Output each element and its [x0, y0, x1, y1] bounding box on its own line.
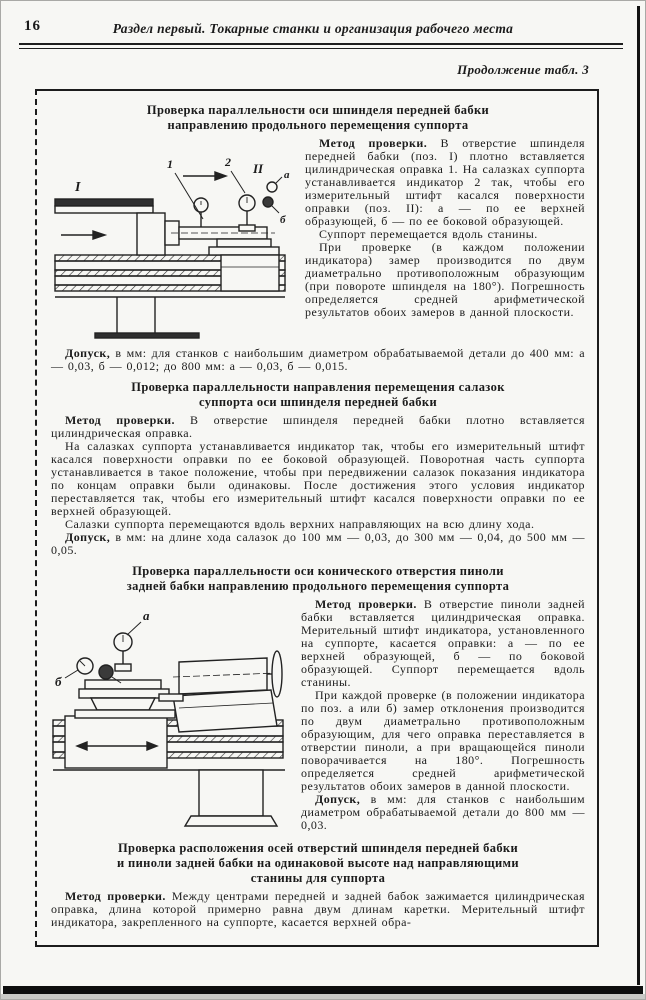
section-4-title: Проверка расположения осей отверстий шпинделя передней бабки и пиноли задней бабки на одинаковой высоте над направляющими станины для суппорта: [117, 841, 519, 885]
figure1-label-1: 1: [167, 157, 173, 171]
figure1-label-pos-I: I: [75, 180, 81, 195]
figure1-label-2: 2: [225, 155, 231, 169]
figure1-label-a: а: [284, 169, 290, 181]
lathe-headstock-diagram: [51, 149, 295, 345]
table-frame: [35, 89, 599, 947]
header-rule: [19, 43, 623, 49]
figure-tailstock-quill-check: [51, 604, 291, 834]
paragraph: Метод проверки. В отверстие шпинделя передней бабки (поз. I) плотно вставляется цилиндрическая оправка 1. На салазках суппорта устанавливается индикатор 2 так, чтобы его измерительный штифт касался поверхности оправки (поз. II): а — по ее верхней образующей, б — по ее боковой образующей.: [305, 136, 586, 228]
tolerance-note: Допуск, в мм: для станков с наибольшим диаметром обрабатываемой детали до 800 мм — 0,03.: [301, 792, 585, 832]
section-3-title: Проверка параллельности оси конического отверстия пиноли задней бабки направлению продольного перемещения суппорта: [126, 564, 510, 593]
section-1-title: Проверка параллельности оси шпинделя передней бабки направлению продольного перемещения суппорта: [146, 103, 490, 132]
figure1-label-b: б: [280, 214, 286, 226]
figure2-label-a: а: [143, 608, 150, 623]
paragraph: Метод проверки. В отверстие пиноли задней бабки вставляется цилиндрическая оправка. Мерительный штифт индикатора, установленного на суппорте, касается оправки: а — по ее верхней образующей, б — по боковой образующей. Суппорт перемещается вдоль станины.: [301, 597, 585, 689]
section-2-title: Проверка параллельности направления перемещения салазок суппорта оси шпинделя передней бабки: [131, 380, 505, 409]
page-number: 16: [24, 18, 41, 34]
tolerance-note: Допуск, в мм: для станков с наибольшим диаметром обрабатываемой детали до 400 мм: а — 0,03, б — 0,012; до 800 мм: а — 0,03, б — 0,015.: [51, 346, 585, 373]
paragraph: Метод проверки. Между центрами передней и задней бабок зажимается цилиндрическая оправка, длина которой примерно равна двум длинам каретки. Мерительный штифт индикатора, закрепленного на суппорте, касается верхней обра-: [51, 889, 586, 929]
lathe-tailstock-diagram: [51, 604, 291, 834]
running-title: Раздел первый. Токарные станки и организация рабочего места: [112, 21, 514, 36]
table-continuation-caption: Продолжение табл. 3: [457, 62, 589, 77]
figure2-label-b: б: [55, 674, 62, 689]
paragraph: На салазках суппорта устанавливается индикатор так, чтобы его измерительный штифт касался поверхности оправки по ее боковой образующей. Поворотная часть суппорта устанавливается в такое положение, чтобы при передвижении салазок показания индикатора по концам оправки были одинаковы. После достижения этого условия индикатор переставляется так, чтобы его измерительный штифт касался поверхности оправки по ее верхней образующей.: [51, 439, 585, 518]
scan-edge-bottom: [3, 986, 643, 994]
scan-edge-right: [637, 6, 640, 985]
paragraph: Суппорт перемещается вдоль станины.: [319, 227, 538, 241]
figure-headstock-spindle-check: [51, 149, 295, 345]
tolerance-note: Допуск, в мм: на длине хода салазок до 100 мм — 0,03, до 300 мм — 0,04, до 500 мм — 0,05.: [51, 530, 585, 557]
section-3-body: [51, 598, 585, 834]
scan-edge-grey: [1, 994, 645, 999]
paragraph: При проверке (в каждом положении индикатора) замер производится по двум диаметрально противоположным образующим (при повороте шпинделя на 180°). Погрешность определяется средней арифметической результатов обоих замеров в данной плоскости.: [305, 240, 585, 319]
section-1-body: [51, 137, 585, 347]
figure1-label-pos-II: II: [253, 161, 264, 176]
paragraph: Салазки суппорта перемещаются вдоль верхних направляющих на всю длину хода.: [65, 517, 535, 531]
paragraph: При каждой проверке (в положении индикатора по поз. а или б) замер отклонения производится по двум диаметрально противоположным образующим, для чего оправка переставляется в отверстии пиноли, а при вращающейся пиноли поворачивается на 180°. Погрешность определяется средней арифметической результатов обоих замеров в данной плоскости.: [301, 688, 585, 793]
paragraph: Метод проверки. В отверстие шпинделя передней бабки плотно вставляется цилиндрическая оправка.: [51, 413, 585, 440]
